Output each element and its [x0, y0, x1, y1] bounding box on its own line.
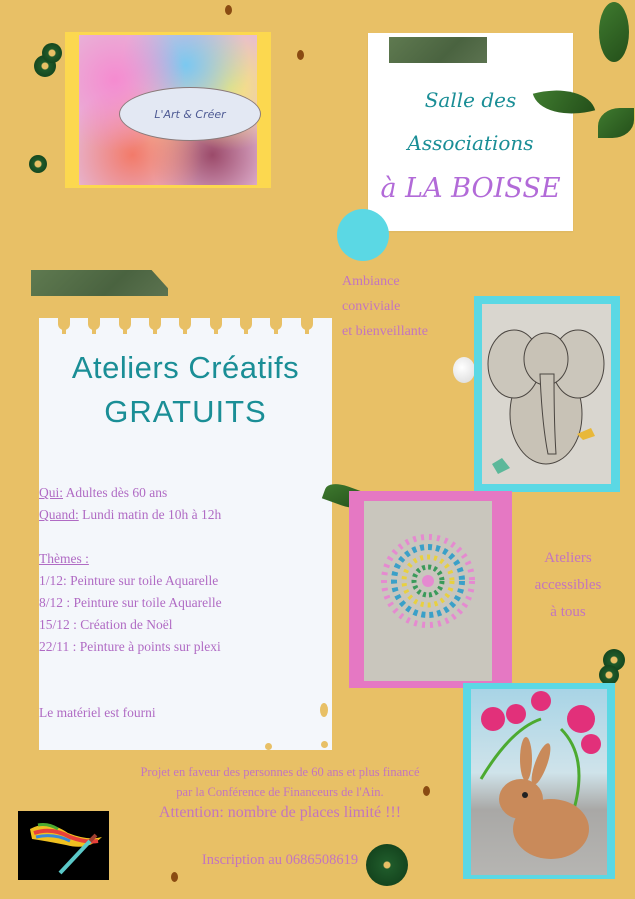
funding-line: par la Conférence de Financeurs de l'Ain. — [176, 785, 384, 799]
registration-phone: Inscription au 0686508619 — [201, 852, 359, 868]
cyan-dot-decoration — [337, 209, 389, 261]
who-label: Qui: — [39, 485, 64, 500]
logo-label: L'Art & Créer — [119, 87, 261, 141]
ambiance-line: et bienveillante — [342, 324, 428, 339]
venue-town: à LA BOISSE — [380, 173, 561, 204]
theme-item: 8/12 : Peinture sur toile Aquarelle — [39, 595, 222, 610]
material-note: Le matériel est fourni — [39, 705, 156, 720]
when-row — [39, 504, 222, 526]
sequin-decoration — [29, 155, 47, 173]
elephant-photo-frame — [474, 296, 620, 492]
ambiance-line: Ambiance — [342, 274, 400, 289]
themes-label: Thèmes : — [39, 551, 89, 566]
seed-decoration — [225, 5, 232, 15]
workshop-details — [39, 482, 222, 724]
theme-item: 1/12: Peinture sur toile Aquarelle — [39, 573, 219, 588]
sequin-decoration — [599, 665, 619, 685]
who-row — [39, 482, 222, 504]
watercolor-logo-image — [79, 35, 257, 185]
limited-places-notice: Attention: nombre de places limité !!! — [158, 804, 402, 821]
tape-decoration — [31, 270, 168, 296]
leaf-decoration — [598, 108, 634, 138]
leaf-decoration — [599, 2, 629, 62]
accessible-line: à tous — [550, 604, 586, 620]
logo-frame — [65, 32, 271, 188]
elephant-painting-image — [482, 304, 611, 484]
funding-note — [100, 762, 460, 802]
tape-decoration — [389, 37, 487, 63]
bunny-painting-image — [471, 689, 607, 875]
venue-line-2: Associations — [407, 131, 534, 155]
venue-line-1: Salle des — [424, 88, 517, 112]
seed-decoration — [297, 50, 304, 60]
when-value: Lundi matin de 10h à 12h — [78, 507, 222, 522]
sequin-decoration — [42, 43, 62, 63]
mandala-photo-frame — [349, 491, 512, 688]
workshop-info-card — [39, 318, 332, 750]
theme-item: 22/11 : Peinture à points sur plexi — [39, 639, 221, 654]
seed-decoration — [171, 872, 178, 882]
notebook-holes — [49, 318, 322, 334]
mandala-painting-image — [364, 501, 492, 681]
accessible-text — [520, 545, 616, 626]
when-label: Quand: — [39, 507, 79, 522]
accessible-line: accessibles — [534, 577, 602, 593]
pearl-decoration — [453, 357, 475, 383]
funding-line: Projet en faveur des personnes de 60 ans et plus financé — [140, 765, 420, 779]
bunny-photo-frame — [463, 683, 615, 879]
ambiance-text — [342, 269, 428, 344]
card-subtitle: GRATUITS — [104, 394, 267, 429]
card-title: Ateliers Créatifs — [71, 350, 300, 385]
who-value: Adultes dès 60 ans — [63, 485, 168, 500]
accessible-line: Ateliers — [544, 550, 592, 566]
theme-item: 15/12 : Création de Noël — [39, 617, 173, 632]
paintbrush-logo-image — [18, 811, 109, 880]
ambiance-line: conviviale — [342, 299, 401, 314]
